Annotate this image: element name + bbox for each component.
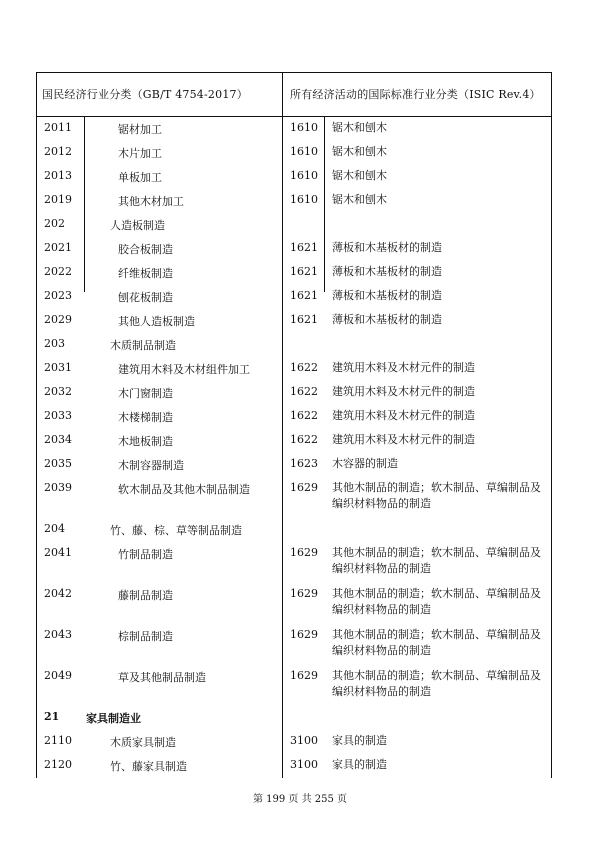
page-footer: 第 199 页 共 255 页 [252, 794, 348, 805]
header-right: 所有经济活动的国际标准行业分类（ISIC Rev.4） [290, 88, 541, 101]
table-row [36, 730, 552, 754]
table-row [36, 141, 552, 165]
row-name: 纤维板制造 [118, 267, 173, 280]
row-isic-description: 建筑用木料及木材元件的制造 [332, 385, 475, 398]
row-isic-description: 其他木制品的制造；软木制品、草编制品及编织材料物品的制造 [332, 546, 541, 575]
row-isic-description: 家具的制造 [332, 758, 387, 771]
row-name: 建筑用木料及木材组件加工 [118, 363, 250, 376]
row-code: 2039 [44, 481, 72, 494]
row-isic-description: 其他木制品的制造；软木制品、草编制品及编织材料物品的制造 [332, 628, 541, 657]
row-code: 2019 [44, 193, 72, 206]
row-code: 2012 [44, 145, 72, 158]
table-row [36, 754, 552, 778]
row-isic-code: 1621 [290, 313, 318, 326]
row-isic-description: 薄板和木基板材的制造 [332, 289, 442, 302]
row-name: 单板加工 [118, 171, 162, 184]
row-code: 2032 [44, 385, 72, 398]
row-name: 人造板制造 [110, 219, 165, 232]
row-code: 2022 [44, 265, 72, 278]
row-isic-description: 锯木和刨木 [332, 169, 387, 182]
table-row [36, 381, 552, 405]
row-name: 胶合板制造 [118, 243, 173, 256]
table-row [36, 117, 552, 141]
row-code: 204 [44, 522, 65, 535]
row-code: 2035 [44, 457, 72, 470]
table-row [36, 237, 552, 261]
row-name: 木门窗制造 [118, 387, 173, 400]
row-name: 木楼梯制造 [118, 411, 173, 424]
table-row [36, 477, 552, 510]
row-name: 家具制造业 [86, 712, 141, 725]
row-name: 锯材加工 [118, 123, 162, 136]
row-isic-description: 薄板和木基板材的制造 [332, 265, 442, 278]
row-isic-code: 1621 [290, 265, 318, 278]
row-isic-code: 1610 [290, 145, 318, 158]
row-code: 2049 [44, 669, 72, 682]
row-isic-description: 建筑用木料及木材元件的制造 [332, 409, 475, 422]
row-name: 刨花板制造 [118, 291, 173, 304]
table-row [36, 405, 552, 429]
row-isic-description: 家具的制造 [332, 734, 387, 747]
table-row [36, 261, 552, 285]
row-code: 2029 [44, 313, 72, 326]
row-isic-code: 1623 [290, 457, 318, 470]
table-row [36, 429, 552, 453]
table-row [36, 624, 552, 657]
row-isic-description: 其他木制品的制造；软木制品、草编制品及编织材料物品的制造 [332, 669, 541, 698]
row-code: 2021 [44, 241, 72, 254]
row-name: 竹制品制造 [118, 548, 173, 561]
row-isic-description: 其他木制品的制造；软木制品、草编制品及编织材料物品的制造 [332, 481, 541, 510]
row-isic-code: 1629 [290, 481, 318, 494]
row-code: 2041 [44, 546, 72, 559]
table-row [36, 357, 552, 381]
row-name: 棕制品制造 [118, 630, 173, 643]
row-isic-description: 锯木和刨木 [332, 121, 387, 134]
row-isic-code: 1629 [290, 546, 318, 559]
row-isic-code: 1610 [290, 121, 318, 134]
row-name: 木制容器制造 [118, 459, 184, 472]
row-name: 竹、藤家具制造 [110, 760, 187, 773]
row-name: 草及其他制品制造 [118, 671, 206, 684]
row-isic-code: 1621 [290, 289, 318, 302]
row-code: 2042 [44, 587, 72, 600]
row-code: 2120 [44, 758, 72, 771]
row-isic-code: 1610 [290, 193, 318, 206]
table-row [36, 542, 552, 575]
row-isic-description: 建筑用木料及木材元件的制造 [332, 361, 475, 374]
row-name: 木片加工 [118, 147, 162, 160]
row-name: 木地板制造 [118, 435, 173, 448]
row-isic-code: 3100 [290, 734, 318, 747]
row-isic-code: 1629 [290, 669, 318, 682]
row-isic-code: 3100 [290, 758, 318, 771]
row-code: 2034 [44, 433, 72, 446]
row-name: 木质家具制造 [110, 736, 176, 749]
row-code: 2043 [44, 628, 72, 641]
row-code: 2011 [44, 121, 72, 134]
row-code: 2110 [44, 734, 72, 747]
row-code: 2013 [44, 169, 72, 182]
header-left: 国民经济行业分类（GB/T 4754-2017） [42, 88, 248, 101]
row-isic-code: 1621 [290, 241, 318, 254]
table-row [36, 665, 552, 698]
row-code: 2031 [44, 361, 72, 374]
row-isic-code: 1622 [290, 409, 318, 422]
row-isic-code: 1629 [290, 628, 318, 641]
row-code: 203 [44, 337, 65, 350]
row-name: 其他木材加工 [118, 195, 184, 208]
row-code: 202 [44, 217, 65, 230]
row-code: 21 [44, 710, 60, 723]
table-row [36, 453, 552, 477]
row-name: 其他人造板制造 [118, 315, 195, 328]
row-isic-description: 锯木和刨木 [332, 145, 387, 158]
row-isic-code: 1610 [290, 169, 318, 182]
row-code: 2033 [44, 409, 72, 422]
row-isic-description: 其他木制品的制造；软木制品、草编制品及编织材料物品的制造 [332, 587, 541, 616]
table-row [36, 518, 552, 542]
row-name: 藤制品制造 [118, 589, 173, 602]
row-isic-code: 1622 [290, 385, 318, 398]
row-isic-description: 建筑用木料及木材元件的制造 [332, 433, 475, 446]
row-isic-description: 薄板和木基板材的制造 [332, 241, 442, 254]
row-isic-code: 1622 [290, 361, 318, 374]
row-name: 软木制品及其他木制品制造 [118, 483, 250, 496]
table-row [36, 285, 552, 309]
row-code: 2023 [44, 289, 72, 302]
classification-table [36, 72, 552, 778]
row-isic-description: 锯木和刨木 [332, 193, 387, 206]
table-row [36, 165, 552, 189]
row-isic-description: 木容器的制造 [332, 457, 398, 470]
table-row [36, 333, 552, 357]
table-row [36, 583, 552, 616]
row-isic-code: 1622 [290, 433, 318, 446]
row-name: 竹、藤、棕、草等制品制造 [110, 524, 242, 537]
row-isic-description: 薄板和木基板材的制造 [332, 313, 442, 326]
table-row [36, 706, 552, 730]
table-row [36, 309, 552, 333]
table-row [36, 213, 552, 237]
row-isic-code: 1629 [290, 587, 318, 600]
row-name: 木质制品制造 [110, 339, 176, 352]
table-row [36, 189, 552, 213]
